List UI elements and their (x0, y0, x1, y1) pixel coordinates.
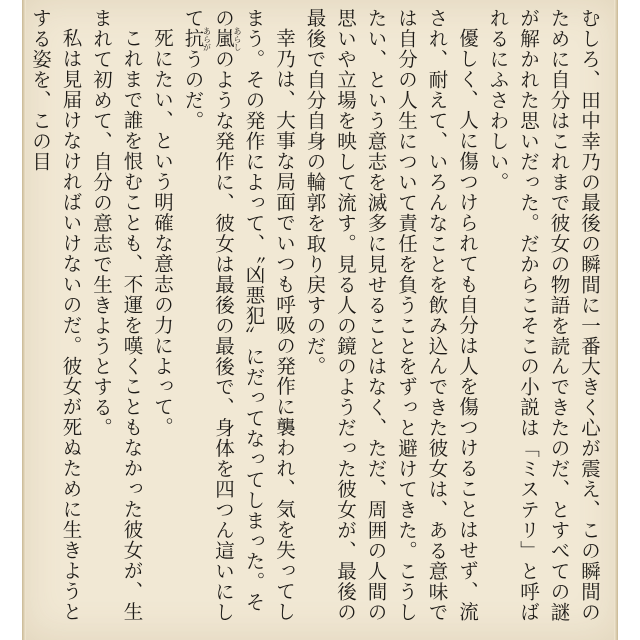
ruby-arashi-reading: あらし (233, 26, 242, 51)
paragraph-1 (482, 8, 604, 630)
paragraph-4 (147, 8, 178, 630)
paragraph-3 (177, 8, 299, 630)
paragraph-3-text-b: のような発作に、彼女は最後の最後で、身体を四つん這いにして (181, 8, 235, 623)
ruby-arashi-base: 嵐 (212, 26, 235, 51)
paragraph-1-text: むしろ、田中幸乃の最後の瞬間に一番大きく心が震え、この瞬間のために自分はこれまで彼女の物語を読んできたのだ、とすべての謎が解かれた思いだった。だからこそこの小説は「ミステリ」と呼ばれるにふさわしい。 (486, 8, 601, 623)
paragraph-3-text-c: うのだ。 (181, 48, 205, 131)
ruby-aragau-base: 抗 (181, 26, 205, 51)
paragraph-5 (86, 8, 147, 630)
paragraph-6 (25, 8, 86, 630)
page-edge-right (614, 0, 618, 640)
paragraph-2-text: 優しく、人に傷つけられても自分は人を傷つけることはせず、流され、耐えて、いろんなことを飲み込んできた彼女は、ある意味では自分の人生について責任を負うことをずっと避けてきた。こうしたい、という意志を滅多に見せることはなく、ただ、周囲の人間の思いや立場を映して流す。見る人の鏡のようだった彼女が、最後の最後で自分自身の輪郭を取り戻すのだ。 (303, 8, 479, 623)
ruby-arashi (212, 26, 242, 51)
vertical-text-block (29, 8, 604, 630)
paragraph-3-text-a: 幸乃は、大事な局面でいつも呼吸の発作に襲われ、気を失ってしまう。その発作によって、〝凶悪犯〟にだってなってしまった。その (212, 8, 296, 622)
paragraph-6-text: 私は見届けなければいけないのだ。彼女が死ぬために生きようとする姿を、この目 (29, 8, 83, 622)
ruby-aragau (181, 26, 212, 51)
ruby-aragau-reading: あらが (202, 26, 212, 51)
paragraph-4-text: 死にたい、という明確な意志の力によって。 (151, 27, 174, 437)
paragraph-2 (299, 8, 482, 630)
paragraph-5-text: これまで誰を恨むことも、不運を嘆くこともなかった彼女が、生まれて初めて、自分の意志で生きようとする。 (90, 8, 144, 622)
